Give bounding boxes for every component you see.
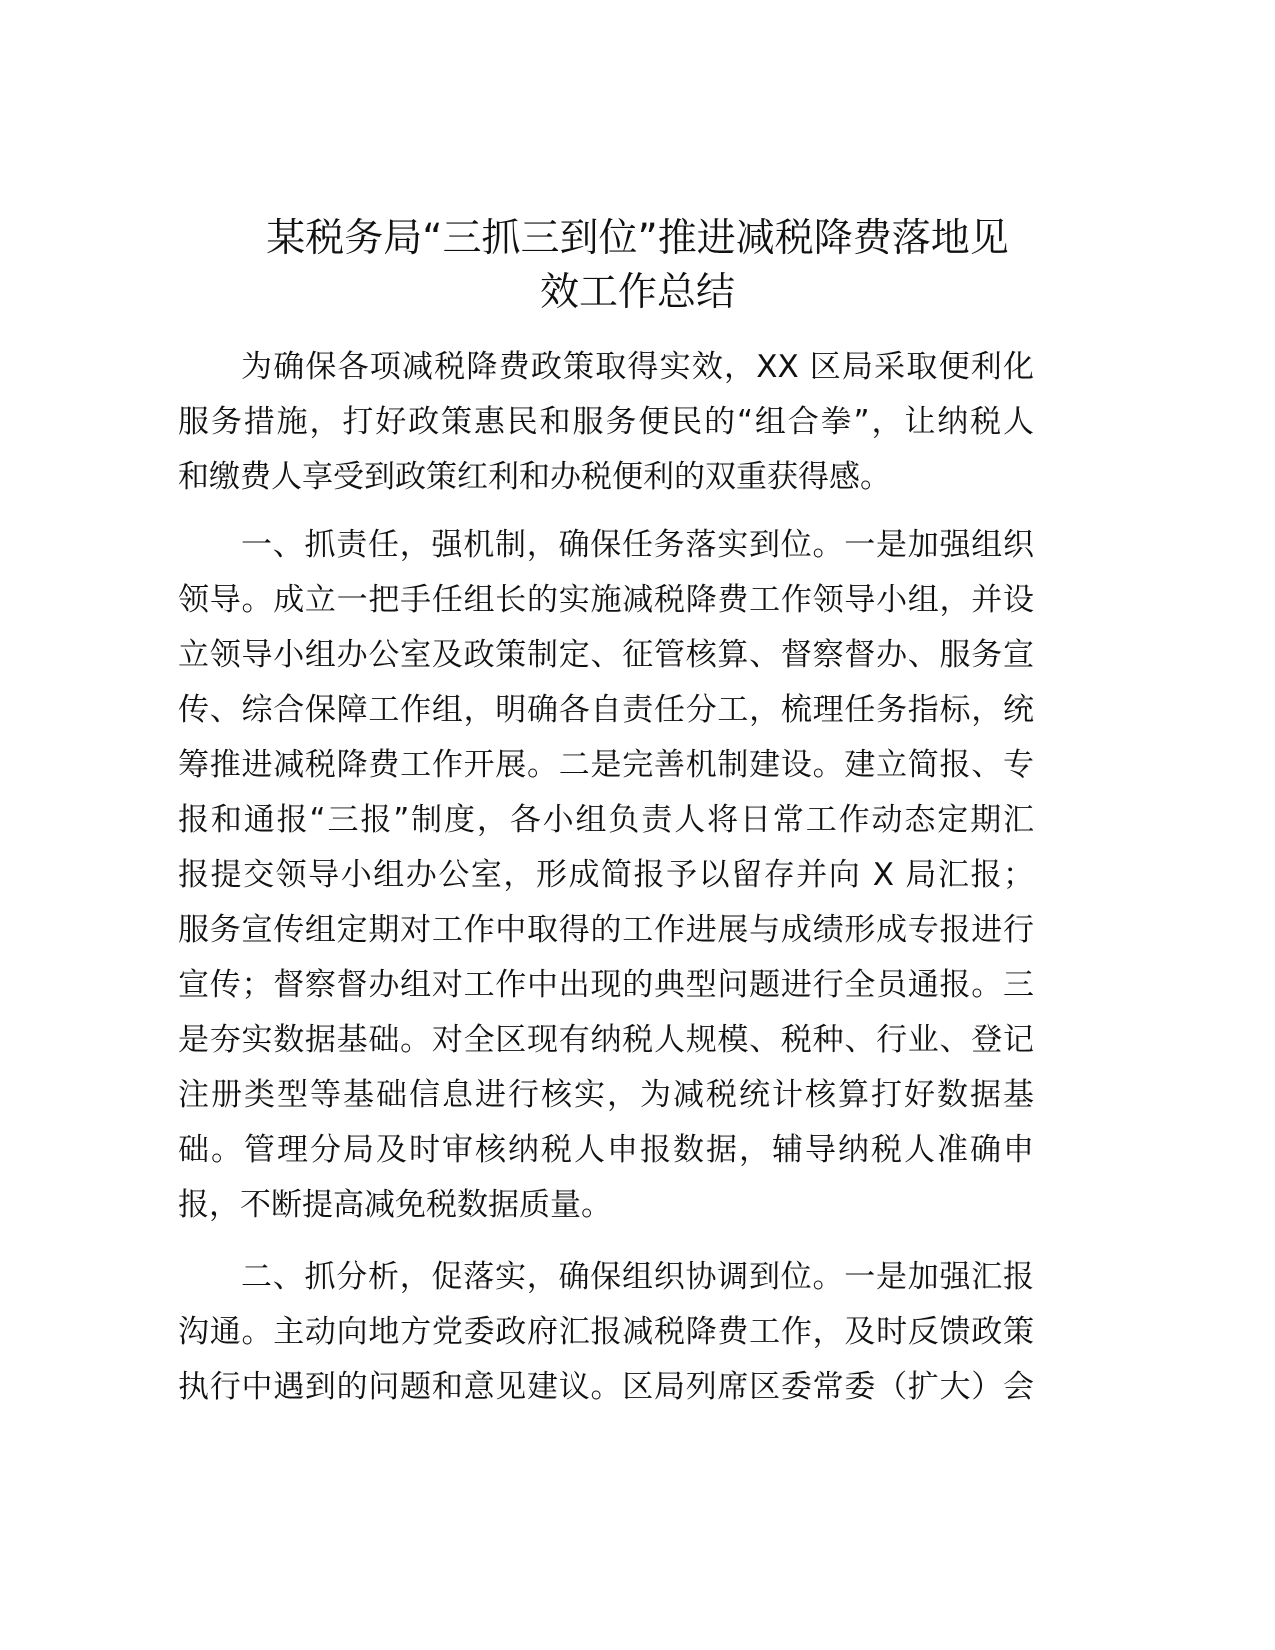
paragraph-section-2 [178, 1250, 1034, 1415]
text-line: 沟通。主动向地方党委政府汇报减税降费工作，及时反馈政策 [178, 1314, 1034, 1350]
text-line: 注册类型等基础信息进行核实，为减税统计核算打好数据基 [178, 1077, 1034, 1113]
text-line: 一、抓责任，强机制，确保任务落实到位。一是加强组织 [241, 527, 1034, 563]
text-line: 领导。成立一把手任组长的实施减税降费工作领导小组，并设 [178, 582, 1034, 618]
text-line: 础。管理分局及时审核纳税人申报数据，辅导纳税人准确申 [178, 1132, 1034, 1168]
text-line: 报，不断提高减免税数据质量。 [178, 1187, 612, 1223]
text-line: 二、抓分析，促落实，确保组织协调到位。一是加强汇报 [241, 1259, 1034, 1295]
text-line: 宣传；督察督办组对工作中出现的典型问题进行全员通报。三 [178, 967, 1034, 1003]
paragraph-section-1 [178, 518, 1034, 1233]
text-line: 为确保各项减税降费政策取得实效，XX 区局采取便利化 [241, 349, 1034, 385]
text-line: 传、综合保障工作组，明确各自责任分工，梳理任务指标，统 [178, 692, 1034, 728]
text-line: 服务宣传组定期对工作中取得的工作进展与成绩形成专报进行 [178, 912, 1034, 948]
text-line: 报提交领导小组办公室，形成简报予以留存并向 X 局汇报； [178, 857, 1034, 893]
title-line: 某税务局“三抓三到位”推进减税降费落地见 [266, 216, 1009, 261]
text-line: 和缴费人享受到政策红利和办税便利的双重获得感。 [178, 459, 891, 495]
text-line: 筹推进减税降费工作开展。二是完善机制建设。建立简报、专 [178, 747, 1034, 783]
text-line: 执行中遇到的问题和意见建议。区局列席区委常委（扩大）会 [178, 1369, 1034, 1405]
text-line: 服务措施，打好政策惠民和服务便民的“组合拳”，让纳税人 [178, 404, 1034, 440]
text-line: 是夯实数据基础。对全区现有纳税人规模、税种、行业、登记 [178, 1022, 1034, 1058]
text-line: 报和通报“三报”制度，各小组负责人将日常工作动态定期汇 [178, 802, 1034, 838]
document-title [150, 212, 1125, 320]
paragraph-intro [178, 340, 1034, 505]
title-line: 效工作总结 [539, 270, 735, 315]
text-line: 立领导小组办公室及政策制定、征管核算、督察督办、服务宣 [178, 637, 1034, 673]
